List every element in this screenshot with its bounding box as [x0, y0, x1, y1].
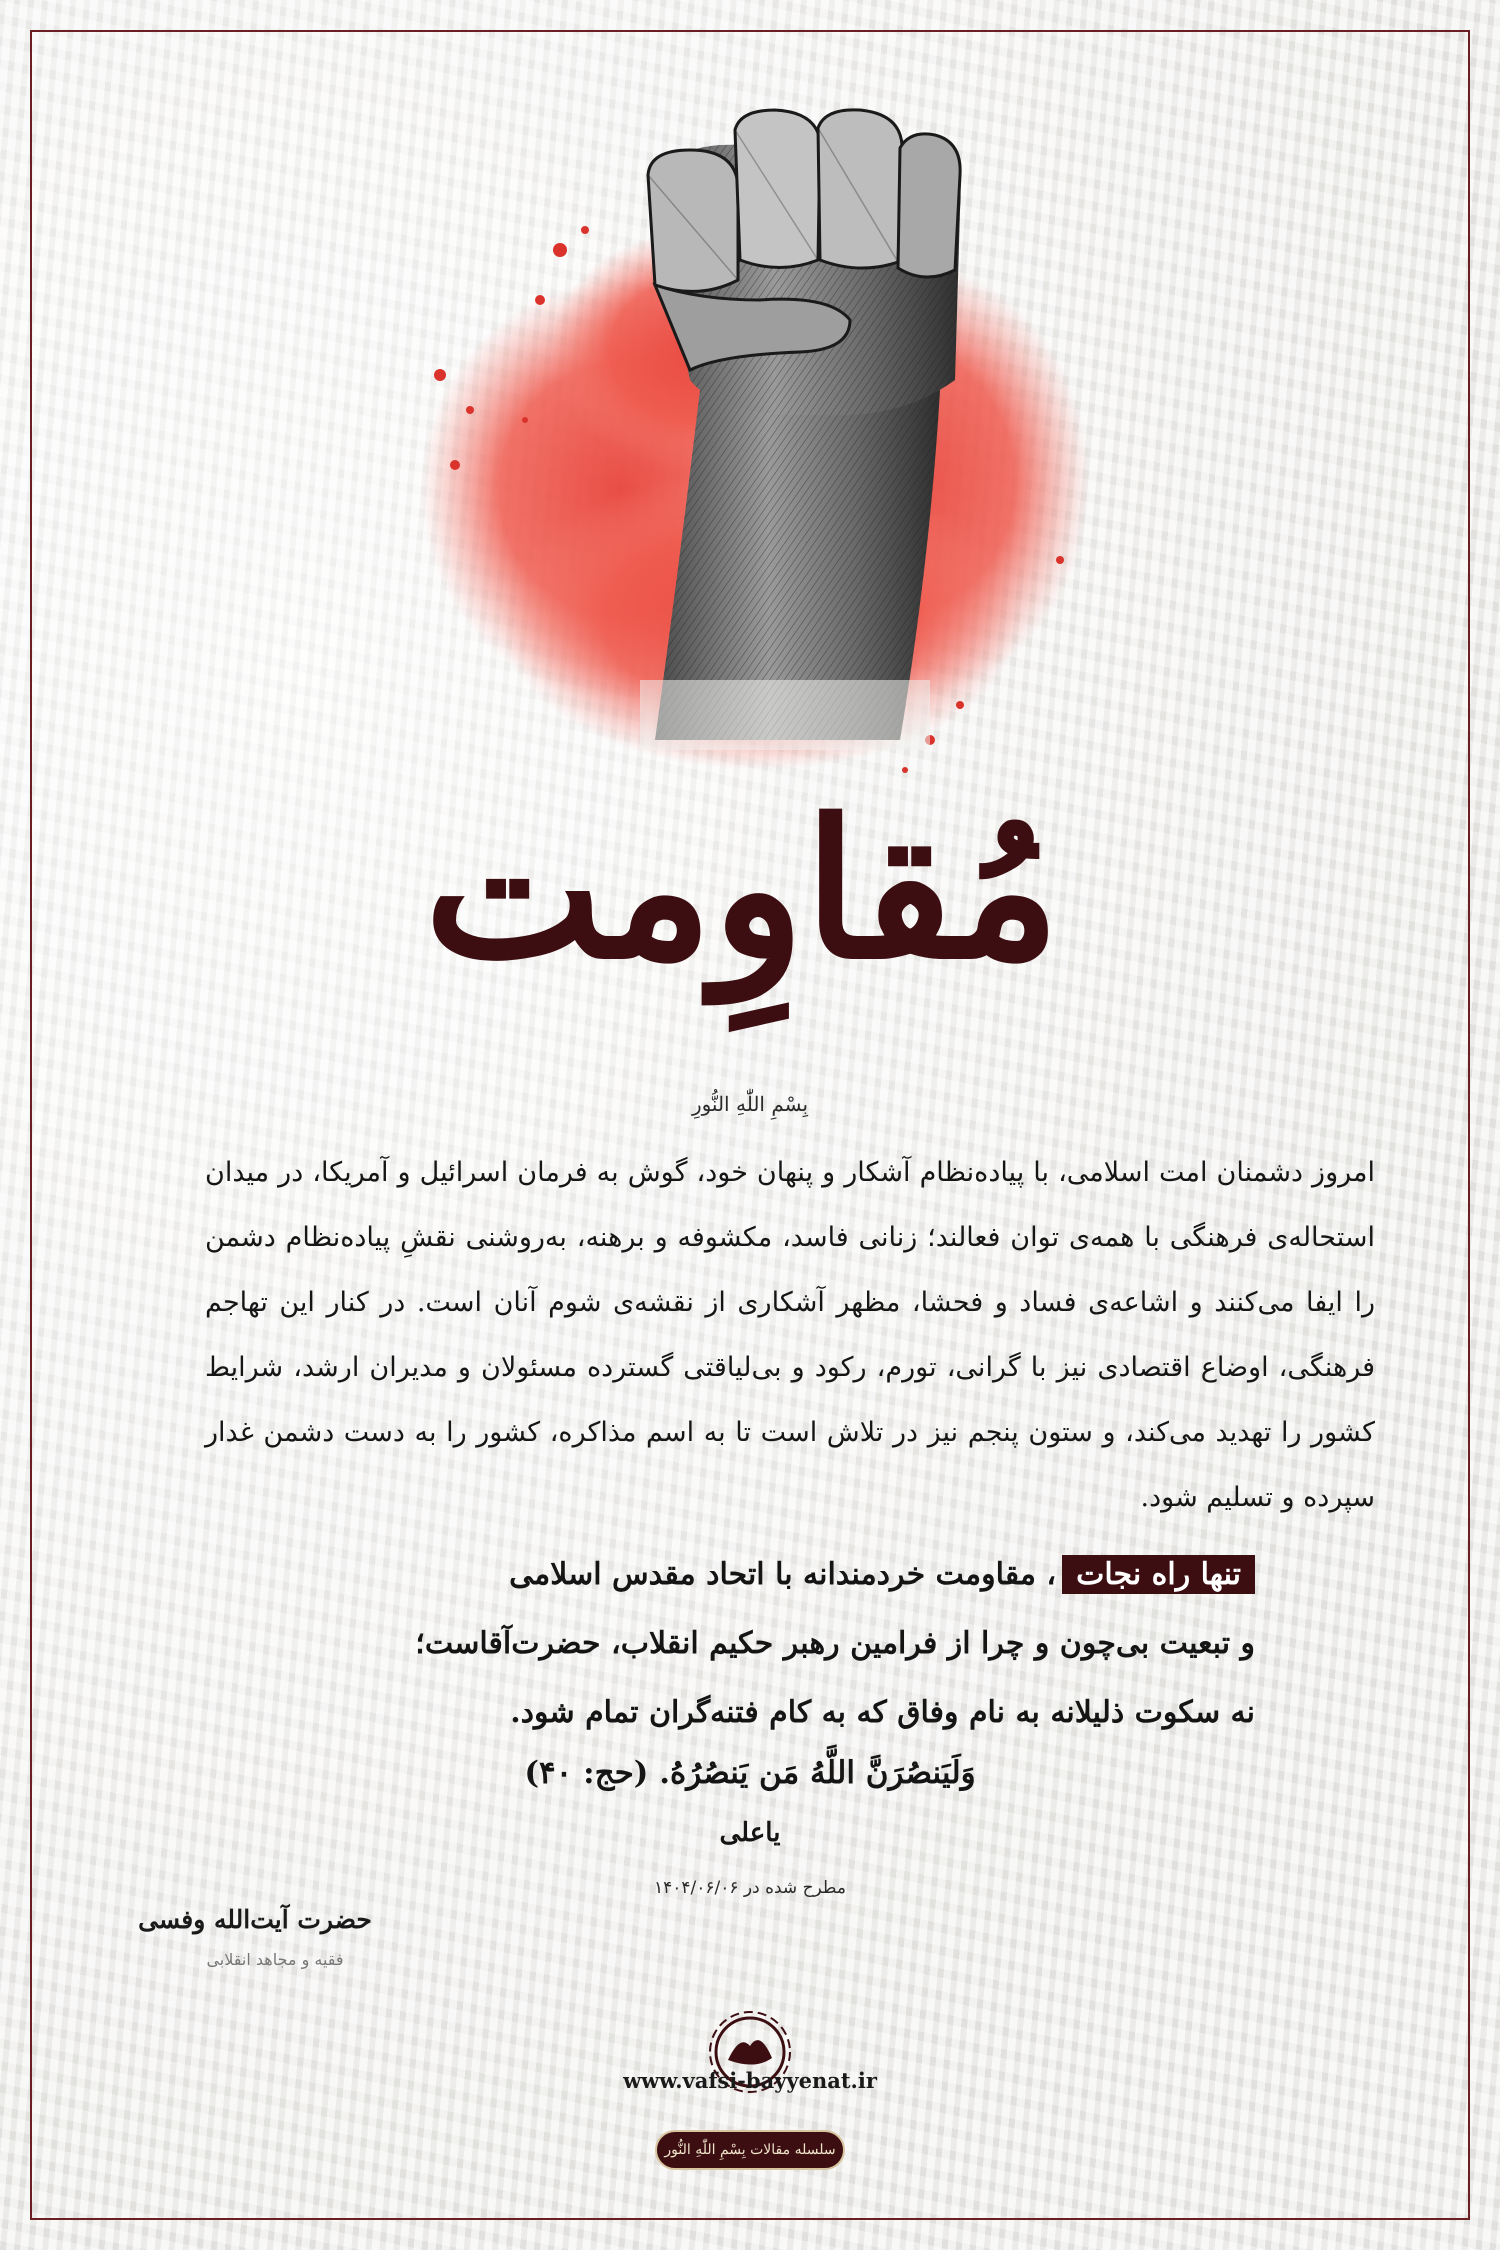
emphasis-line-2: و تبعیت بی‌چون و چرا از فرامین رهبر حکیم انقلاب، حضرت‌آقاست؛	[415, 1626, 1255, 1661]
emphasis-line-1	[255, 1540, 1255, 1609]
signoff: یاعلی	[719, 1818, 781, 1848]
author-role: فقیه و مجاهد انقلابی	[206, 1950, 344, 1969]
poster-title: مُقاوِمت	[424, 778, 1060, 1001]
main-paragraph	[205, 1140, 1375, 1530]
bismillah: بِسْمِ اللّٰهِ النُّورِ	[691, 1092, 809, 1116]
emphasis-section	[255, 1540, 1255, 1747]
highlight-phrase: تنها راه نجات	[1062, 1555, 1255, 1594]
main-paragraph-text: امروز دشمنان امت اسلامی، با پیاده‌نظام آشکار و پنهان خود، گوش به فرمان اسرائیل و آمریکا، در میدان استحاله‌ی فرهنگی با همه‌ی توان فعالند؛ زنانی فاسد، مکشوفه و برهنه، به‌روشنی نقشِ پیاده‌نظام دشمن را ایفا می‌کنند و اشاعه‌ی فساد و فحشا، مظهر آشکاری از نقشه‌ی شوم آنان است. در کنار این تهاجم فرهنگی، اوضاع اقتصادی نیز با گرانی، تورم، رکود و بی‌لیاقتی گسترده مسئولان و مدیران ارشد، شرایط کشور را تهدید می‌کند، و ستون پنجم نیز در تلاش است تا به اسم مذاکره، کشور را به دست دشمن غدار سپرده و تسلیم شود.	[205, 1157, 1375, 1513]
author-name: حضرت آیت‌الله وفسی	[138, 1905, 372, 1934]
emphasis-line-1-rest: ، مقاومت خردمندانه با اتحاد مقدس اسلامی	[509, 1557, 1057, 1592]
series-badge: سلسله مقالات بِسْمِ اللّٰهِ النُّور	[655, 2130, 845, 2170]
quran-verse: وَلَيَنصُرَنَّ اللَّهُ مَن يَنصُرُهُ. (حج: ۴۰)	[524, 1755, 976, 1791]
website-link[interactable]: www.vafsi-bayyenat.ir	[623, 2068, 877, 2093]
emphasis-line-3: نه سکوت ذلیلانه به نام وفاق که به کام فتنه‌گران تمام شود.	[510, 1695, 1255, 1730]
publish-date: مطرح شده در ۱۴۰۴/۰۶/۰۶	[654, 1878, 846, 1898]
